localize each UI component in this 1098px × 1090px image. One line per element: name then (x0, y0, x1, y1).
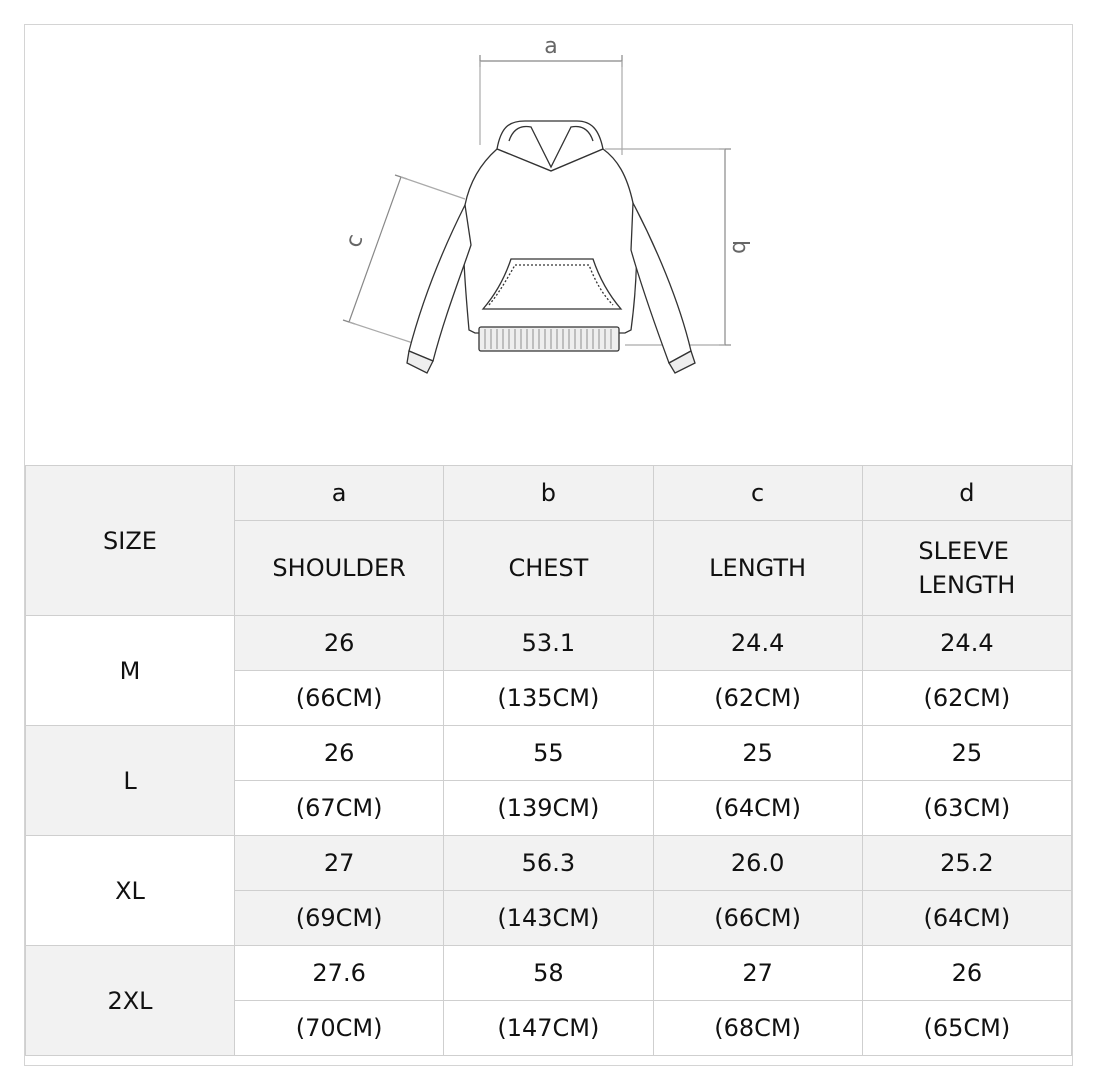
sleeve-inch: 26 (862, 946, 1071, 1001)
shoulder-cm: (70CM) (235, 1001, 444, 1056)
dimension-b-label: b (727, 240, 752, 254)
dimension-a-label: a (544, 34, 558, 59)
length-cm: (64CM) (653, 781, 862, 836)
shoulder-inch: 26 (235, 616, 444, 671)
sleeve-inch: 25 (862, 726, 1071, 781)
sleeve-cm: (64CM) (862, 891, 1071, 946)
length-cm: (62CM) (653, 671, 862, 726)
column-letter-c: c (653, 466, 862, 521)
sleeve-line-2: LENGTH (918, 571, 1016, 599)
sleeve-inch: 25.2 (862, 836, 1071, 891)
size-label: 2XL (26, 946, 235, 1056)
table-row (26, 946, 1072, 1001)
shoulder-inch: 26 (235, 726, 444, 781)
dimension-c-label: c (341, 231, 369, 251)
shoulder-cm: (69CM) (235, 891, 444, 946)
size-chart-frame (24, 24, 1073, 1066)
column-name-chest: CHEST (444, 521, 653, 616)
chest-inch: 56.3 (444, 836, 653, 891)
sleeve-cm: (65CM) (862, 1001, 1071, 1056)
column-letter-a: a (235, 466, 444, 521)
shoulder-cm: (66CM) (235, 671, 444, 726)
column-name-shoulder: SHOULDER (235, 521, 444, 616)
column-name-sleeve-length (862, 521, 1071, 616)
table-row (26, 616, 1072, 671)
sleeve-inch: 24.4 (862, 616, 1071, 671)
hoodie-illustration-icon (25, 25, 1072, 465)
shoulder-inch: 27.6 (235, 946, 444, 1001)
table-row (26, 726, 1072, 781)
table-row (26, 836, 1072, 891)
chest-cm: (139CM) (444, 781, 653, 836)
length-cm: (68CM) (653, 1001, 862, 1056)
chest-cm: (135CM) (444, 671, 653, 726)
size-label: XL (26, 836, 235, 946)
length-inch: 27 (653, 946, 862, 1001)
chest-inch: 53.1 (444, 616, 653, 671)
column-letter-d: d (862, 466, 1071, 521)
chest-cm: (143CM) (444, 891, 653, 946)
length-inch: 24.4 (653, 616, 862, 671)
sleeve-cm: (62CM) (862, 671, 1071, 726)
length-cm: (66CM) (653, 891, 862, 946)
sleeve-line-1: SLEEVE (918, 537, 1009, 565)
column-name-length: LENGTH (653, 521, 862, 616)
size-label: L (26, 726, 235, 836)
size-label: M (26, 616, 235, 726)
size-table (25, 465, 1072, 1056)
size-header: SIZE (26, 466, 235, 616)
length-inch: 25 (653, 726, 862, 781)
column-letter-b: b (444, 466, 653, 521)
shoulder-cm: (67CM) (235, 781, 444, 836)
chest-inch: 55 (444, 726, 653, 781)
sleeve-cm: (63CM) (862, 781, 1071, 836)
shoulder-inch: 27 (235, 836, 444, 891)
hoodie-diagram (25, 25, 1072, 465)
chest-cm: (147CM) (444, 1001, 653, 1056)
length-inch: 26.0 (653, 836, 862, 891)
chest-inch: 58 (444, 946, 653, 1001)
